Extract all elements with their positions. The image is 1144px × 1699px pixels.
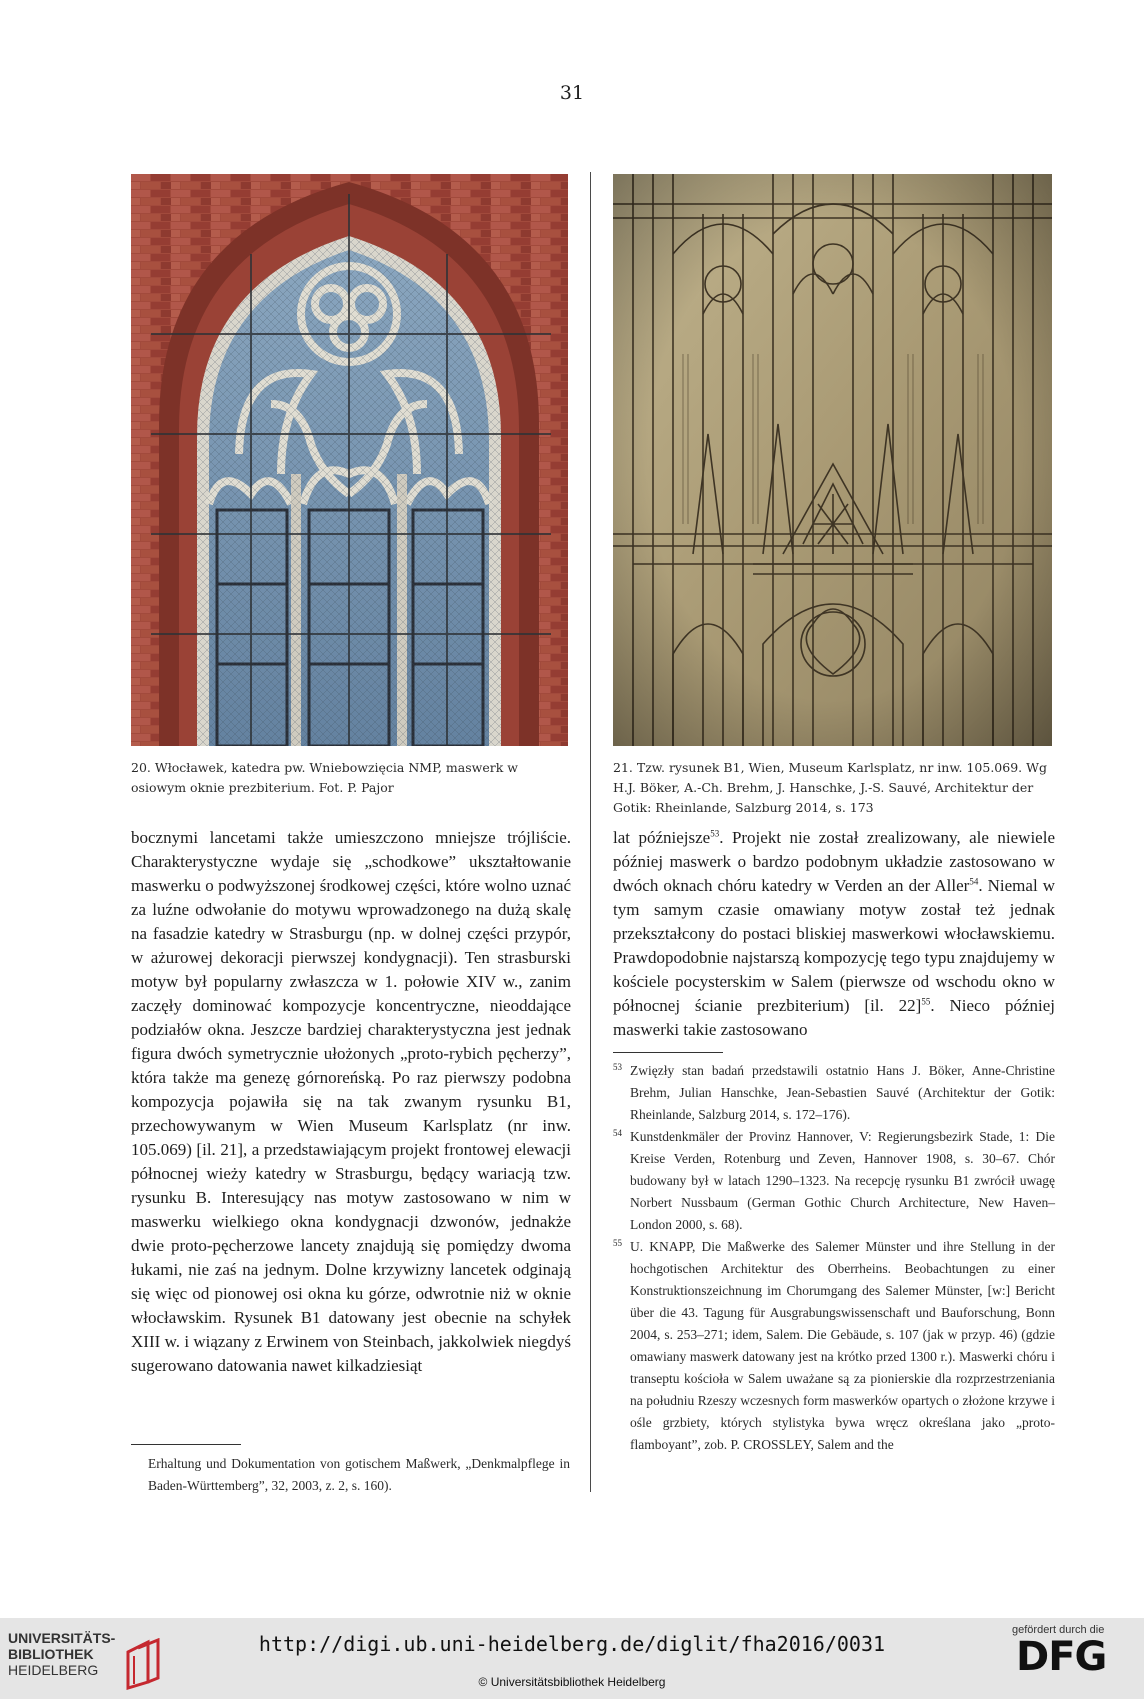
footnote-number: 53 bbox=[613, 1062, 622, 1072]
footnote-separator-right bbox=[613, 1052, 723, 1053]
funding-label: gefördert durch die bbox=[1012, 1624, 1105, 1636]
footnotes-right-column bbox=[613, 1060, 1055, 1456]
footnote-text: Zwięzły stan badań przedstawili ostatnio Hans J. Böker, Anne-Christine Brehm, Julian Hanschke, Jean-Sebastien Sauvé (Architektur der Gotik: Rheinlande, Salzburg 2014, s. 172–176). bbox=[630, 1063, 1055, 1122]
copyright-notice: © Universitätsbibliothek Heidelberg bbox=[478, 1675, 666, 1689]
library-name-line1: UNIVERSITÄTS- bbox=[8, 1630, 116, 1646]
footnote-ref-53[interactable]: 53 bbox=[710, 828, 720, 839]
column-divider bbox=[590, 172, 591, 1492]
footnote-ref-55[interactable]: 55 bbox=[921, 996, 931, 1007]
body-text-right-column bbox=[613, 826, 1055, 1042]
footnote-separator-left bbox=[131, 1444, 241, 1445]
footnote-number: 54 bbox=[613, 1128, 622, 1138]
figure-21-drawing bbox=[613, 174, 1052, 746]
library-name-line2: BIBLIOTHEK bbox=[8, 1646, 94, 1662]
figure-21-caption: 21. Tzw. rysunek B1, Wien, Museum Karlsplatz, nr inw. 105.069. Wg H.J. Böker, A.-Ch. Brehm, J. Hanschke, J.-S. Sauvé, Architektur der Gotik: Rheinlande, Salzburg 2014, s. 173 bbox=[613, 760, 1047, 815]
permalink-url[interactable]: http://digi.ub.uni-heidelberg.de/diglit/fha2016/0031 bbox=[258, 1632, 886, 1656]
page-number: 31 bbox=[559, 82, 585, 104]
body-text-segment: lat późniejsze bbox=[613, 828, 711, 847]
body-text-segment: . Niemal w tym samym czasie omawiany motyw został też jednak przekształcony do postaci bliskiej maswerkowi włocławskiemu. Prawdopodobnie najstarszą kompozycję tego typu znajdujemy w kościele pocysterskim w Salem (pierwsze od wschodu okno w północnej ścianie prezbiterium) [il. 22] bbox=[613, 876, 1055, 1015]
figure-20-caption: 20. Włocławek, katedra pw. Wniebowzięcia NMP, maswerk w osiowym oknie prezbiterium. Fot. P. Pajor bbox=[131, 760, 518, 795]
library-name-line3: HEIDELBERG bbox=[8, 1662, 99, 1678]
footer-bar bbox=[0, 1618, 1144, 1699]
footnote-text: Kunstdenkmäler der Provinz Hannover, V: Regierungsbezirk Stade, 1: Die Kreise Verden, Rotenburg und Zeven, Hannover 1908, s. 30–67. Chór budowany był w latach 1290–1323. Na recepcję rysunku B1 zwrócił uwagę Norbert Nussbaum (German Gothic Church Architecture, New Haven–London 2000, s. 68). bbox=[630, 1129, 1055, 1232]
body-text-segment: . Projekt nie został zrealizowany, ale niewiele później maswerk o bardzo podobnym układzie zastosowano w dwóch oknach chóru katedry w Verden an der Aller bbox=[613, 828, 1055, 895]
body-text-segment: . Nieco później maswerki takie zastosowano bbox=[613, 996, 1055, 1039]
dfg-logo[interactable]: DFG bbox=[1016, 1634, 1107, 1680]
architectural-drawing-illustration bbox=[613, 174, 1052, 746]
figure-20-photo bbox=[131, 174, 568, 746]
body-text-left-column: bocznymi lancetami także umieszczono mniejsze trójliście. Charakterystyczne wydaje się „schodkowe” ukształtowanie maswerku o podwyższonej środkowej części, które wolno uznać za luźne odwołanie do motywu wprowadzonego na dużą skalę na fasadzie katedry w Strasburgu (np. w dolnej części przypór, w ażurowej dekoracji pierwszej kondygnacji). Ten strasburski motyw był popularny zwłaszcza w 1. połowie XIV w., zanim zaczęły dominować kompozycje koncentryczne, nieoddające podziałów okna. Jeszcze bardziej charakterystyczna jest jednak figura dwóch symetrycznie ułożonych „proto-rybich pęcherzy”, która także ma genezę górnoreńską. Po raz pierwszy podobna kompozycja pojawiła się na tak zwanym rysunku B1, przechowywanym w Wien Museum Karlsplatz (nr inw. 105.069) [il. 21], a przedstawiającym projekt frontowej elewacji północnej wieży katedry w Strasburgu, będący wariacją tzw. rysunku B. Interesujący nas motyw zastosowano w nim w maswerku wielkiego okna kondygnacji dzwonów, jednakże dwie proto-pęcherzowe lancety znajdują się pomiędzy dwoma łukami, nie zaś na jednym. Dolne krzywizny lancetek odginają się więc od pionowej osi okna ku górze, odwrotnie niż w oknie włocławskim. Rysunek B1 datowany jest obecnie na schyłek XIII w. i wiązany z Erwinem von Steinbach, jakkolwiek niegdyś sugerowano datowania nawet kilkadziesiąt bbox=[131, 828, 571, 1375]
footnote-55 bbox=[613, 1236, 1055, 1456]
footnote-ref-54[interactable]: 54 bbox=[969, 876, 979, 887]
gothic-window-illustration bbox=[131, 174, 568, 746]
footnote-number: 55 bbox=[613, 1238, 622, 1248]
footnote-continuation-left: Erhaltung und Dokumentation von gotischem Maßwerk, „Denkmalpflege in Baden-Württemberg”, 32, 2003, z. 2, s. 160). bbox=[148, 1456, 570, 1493]
footnote-53 bbox=[613, 1060, 1055, 1126]
footnote-text: U. KNAPP, Die Maßwerke des Salemer Münster und ihre Stellung in der hochgotischen Architektur des Oberrheins. Beobachtungen zu einer Konstruktionszeichnung im Chorumgang des Salemer Münster, [w:] Bericht über die 43. Tagung für Ausgrabungswissenschaft und Bauforschung, Bonn 2004, s. 253–271; idem, Salem. Die Gebäude, s. 107 (jak w przyp. 46) (gdzie omawiany maswerk datowany jest na krótko przed 1300 r.). Maswerki chóru i transeptu kościoła w Salem uważane są za pionierskie dla rozprzestrzeniania na południu Rzeszy wczesnych form maswerków opartych o złożone krzywe i ośle grzbiety, których stylistyka bywa wręcz określana jako „proto-flamboyant”, zob. P. CROSSLEY, Salem and the bbox=[630, 1239, 1055, 1452]
footnote-54 bbox=[613, 1126, 1055, 1236]
